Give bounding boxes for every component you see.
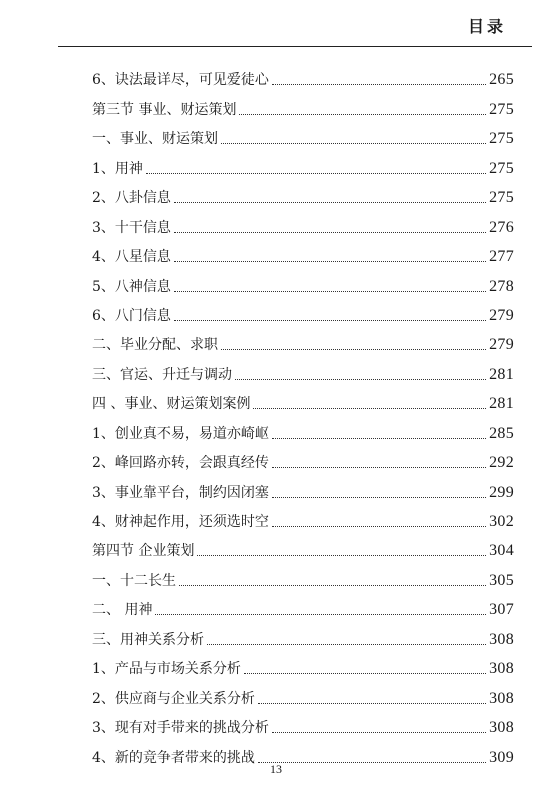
toc-entry[interactable] <box>92 89 514 118</box>
toc-entry-title: 2、供应商与企业关系分析 <box>92 690 255 707</box>
toc-entry-title: 2、峰回路亦转，会跟真经传 <box>92 455 269 472</box>
toc-entry-page-number: 308 <box>489 660 514 678</box>
toc-entry-title: 3、现有对手带来的挑战分析 <box>92 720 269 737</box>
toc-entry[interactable] <box>92 502 514 531</box>
toc-entry-page-number: 275 <box>489 189 514 207</box>
toc-entry-page-number: 279 <box>489 336 514 354</box>
toc-entry-page-number: 278 <box>489 277 514 295</box>
toc-entry-page-number: 275 <box>489 130 514 148</box>
toc-entry[interactable] <box>92 325 514 354</box>
toc-dot-leader <box>146 173 486 174</box>
toc-dot-leader <box>272 84 486 85</box>
header-divider <box>58 46 532 47</box>
toc-entry-title: 四 、事业、财运策划案例 <box>92 396 251 413</box>
toc-entry-page-number: 299 <box>489 483 514 501</box>
toc-entry[interactable] <box>92 472 514 501</box>
toc-entry-page-number: 265 <box>489 71 514 89</box>
toc-entry-page-number: 308 <box>489 719 514 737</box>
toc-entry-title: 二、 用神 <box>92 602 153 619</box>
toc-entry-page-number: 281 <box>489 395 514 413</box>
toc-entry-page-number: 292 <box>489 454 514 472</box>
toc-entry[interactable] <box>92 237 514 266</box>
toc-entry-title: 4、新的竞争者带来的挑战 <box>92 749 255 766</box>
toc-dot-leader <box>174 291 486 292</box>
toc-dot-leader <box>155 614 486 615</box>
page-header-title: 目录 <box>467 17 506 36</box>
toc-dot-leader <box>179 585 486 586</box>
toc-entry[interactable] <box>92 413 514 442</box>
toc-entry-title: 6、八门信息 <box>92 307 171 324</box>
toc-entry-title: 一、十二长生 <box>92 572 176 589</box>
toc-entry-page-number: 275 <box>489 159 514 177</box>
toc-entry-title: 1、创业真不易，易道亦崎岖 <box>92 425 269 442</box>
toc-entry-page-number: 308 <box>489 630 514 648</box>
toc-entry-title: 1、产品与市场关系分析 <box>92 661 241 678</box>
toc-entry-title: 3、事业靠平台，制约因闭塞 <box>92 484 269 501</box>
toc-dot-leader <box>258 703 486 704</box>
toc-entry[interactable] <box>92 649 514 678</box>
toc-entry-title: 4、八星信息 <box>92 249 171 266</box>
toc-entry[interactable] <box>92 531 514 560</box>
toc-dot-leader <box>221 143 486 144</box>
toc-entry-page-number: 277 <box>489 248 514 266</box>
toc-entry-page-number: 305 <box>489 571 514 589</box>
toc-dot-leader <box>239 114 486 115</box>
toc-entry-page-number: 307 <box>489 601 514 619</box>
toc-entry-title: 3、十干信息 <box>92 219 171 236</box>
toc-dot-leader <box>174 261 486 262</box>
toc-entry-title: 1、用神 <box>92 160 143 177</box>
toc-dot-leader <box>174 232 486 233</box>
toc-dot-leader <box>235 379 486 380</box>
toc-entry[interactable] <box>92 384 514 413</box>
toc-entry-title: 5、八神信息 <box>92 278 171 295</box>
toc-entry-page-number: 302 <box>489 513 514 530</box>
toc-entry[interactable] <box>92 296 514 325</box>
toc-entry[interactable] <box>92 148 514 177</box>
toc-dot-leader <box>272 467 486 468</box>
toc-entry[interactable] <box>92 266 514 295</box>
toc-entry-page-number: 279 <box>489 306 514 324</box>
toc-entry-title: 二、毕业分配、求职 <box>92 337 218 354</box>
toc-entry[interactable] <box>92 708 514 737</box>
toc-dot-leader <box>272 438 486 439</box>
toc-entry-title: 一、事业、财运策划 <box>92 131 218 148</box>
toc-dot-leader <box>244 673 486 674</box>
page-number: 13 <box>270 762 282 776</box>
toc-entry[interactable] <box>92 678 514 707</box>
toc-dot-leader <box>207 644 486 645</box>
toc-dot-leader <box>221 349 486 350</box>
toc-entry-page-number: 281 <box>489 365 514 383</box>
toc-dot-leader <box>174 202 486 203</box>
toc-entry-title: 三、官运、升迁与调动 <box>92 366 232 383</box>
toc-entry[interactable] <box>92 590 514 619</box>
toc-entry-title: 2、八卦信息 <box>92 190 171 207</box>
toc-dot-leader <box>174 320 486 321</box>
toc-entry[interactable] <box>92 60 514 89</box>
toc-entry-title: 三、用神关系分析 <box>92 631 204 648</box>
toc-entry-title: 4、财神起作用，还须选时空 <box>92 514 269 530</box>
toc-entry[interactable] <box>92 443 514 472</box>
toc-dot-leader <box>197 555 486 556</box>
toc-dot-leader <box>253 408 486 409</box>
table-of-contents <box>92 60 514 767</box>
toc-entry[interactable] <box>92 619 514 648</box>
toc-entry[interactable] <box>92 119 514 148</box>
toc-dot-leader <box>272 526 486 527</box>
toc-entry-page-number: 275 <box>489 100 514 118</box>
toc-entry[interactable] <box>92 560 514 589</box>
toc-dot-leader <box>272 497 486 498</box>
toc-entry[interactable] <box>92 354 514 383</box>
toc-entry-page-number: 309 <box>489 748 514 766</box>
toc-entry-page-number: 308 <box>489 689 514 707</box>
toc-entry-title: 第四节 企业策划 <box>92 543 195 560</box>
toc-entry[interactable] <box>92 178 514 207</box>
toc-entry-page-number: 276 <box>489 218 514 236</box>
toc-dot-leader <box>272 732 486 733</box>
toc-entry-page-number: 285 <box>489 424 514 442</box>
toc-entry-title: 第三节 事业、财运策划 <box>92 101 237 118</box>
toc-entry-page-number: 304 <box>489 542 514 560</box>
toc-entry-title: 6、诀法最详尽，可见爱徒心 <box>92 72 269 89</box>
toc-entry[interactable] <box>92 207 514 236</box>
